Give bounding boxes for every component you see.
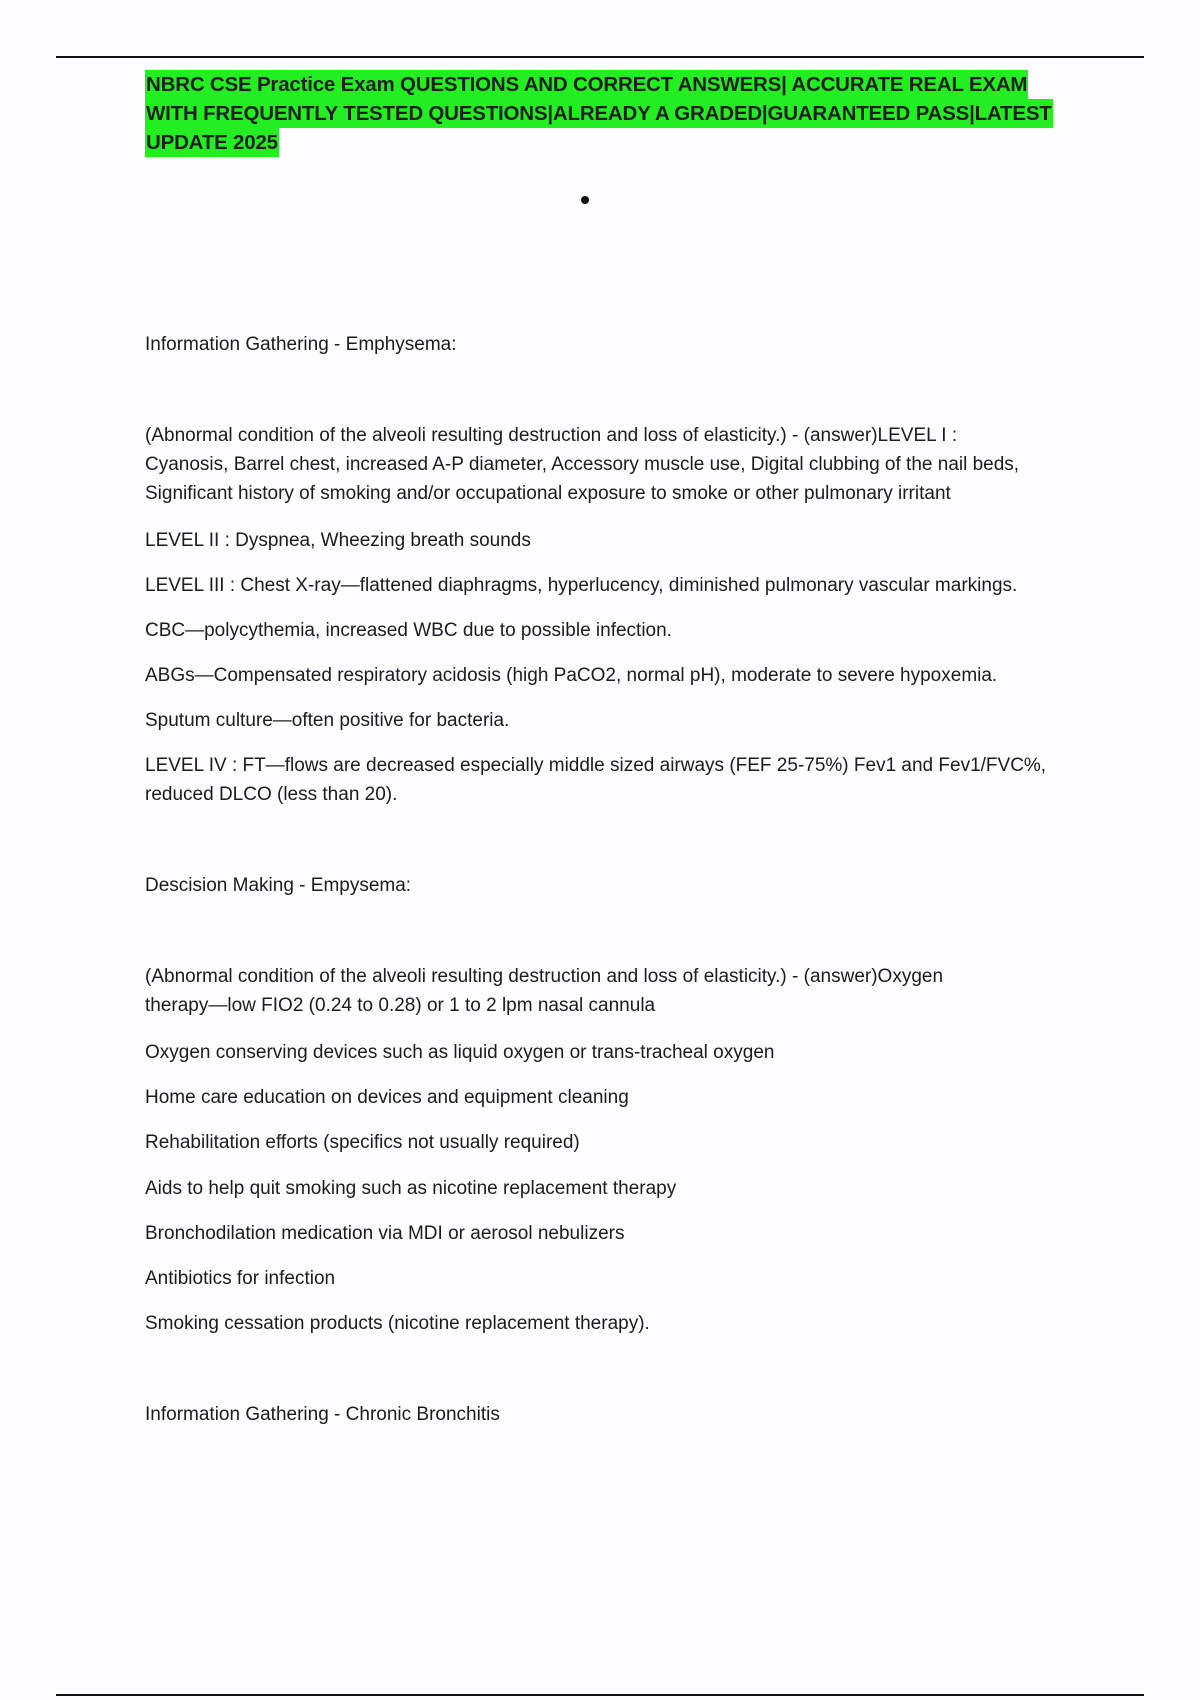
section-heading-emphysema-decision: Descision Making - Empysema: — [145, 875, 412, 896]
answer-line: (Abnormal condition of the alveoli resulting destruction and loss of elasticity.) - (answer)LEVEL I : — [145, 425, 958, 446]
answer-line: therapy—low FIO2 (0.24 to 0.28) or 1 to 2 lpm nasal cannula — [145, 995, 656, 1016]
list-item: Home care education on devices and equipment cleaning — [145, 1087, 629, 1108]
list-item: LEVEL IV : FT—flows are decreased especially middle sized airways (FEF 25-75%) Fev1 and Fev1/FVC%, — [145, 755, 1047, 776]
list-item: LEVEL II : Dyspnea, Wheezing breath sounds — [145, 530, 531, 551]
list-item: Oxygen conserving devices such as liquid oxygen or trans-tracheal oxygen — [145, 1042, 775, 1063]
list-item: LEVEL III : Chest X-ray—flattened diaphragms, hyperlucency, diminished pulmonary vascular markings. — [145, 575, 1018, 596]
bullet-dot-icon — [581, 196, 589, 204]
answer-line: (Abnormal condition of the alveoli resulting destruction and loss of elasticity.) - (answer)Oxygen — [145, 966, 944, 987]
list-item: Sputum culture—often positive for bacteria. — [145, 710, 510, 731]
document-title — [145, 70, 1105, 157]
list-item: CBC—polycythemia, increased WBC due to possible infection. — [145, 620, 672, 641]
answer-line: Cyanosis, Barrel chest, increased A-P diameter, Accessory muscle use, Digital clubbing of the nail beds, — [145, 454, 1020, 475]
list-item: Smoking cessation products (nicotine replacement therapy). — [145, 1313, 650, 1334]
section-heading-emphysema-info: Information Gathering - Emphysema: — [145, 334, 457, 355]
title-line-2: WITH FREQUENTLY TESTED QUESTIONS|ALREADY A GRADED|GUARANTEED PASS|LATEST — [145, 99, 1053, 128]
title-line-1: NBRC CSE Practice Exam QUESTIONS AND CORRECT ANSWERS| ACCURATE REAL EXAM — [145, 70, 1028, 99]
list-item: Antibiotics for infection — [145, 1268, 336, 1289]
title-line-3: UPDATE 2025 — [145, 128, 279, 157]
list-item: Aids to help quit smoking such as nicotine replacement therapy — [145, 1178, 677, 1199]
list-item: reduced DLCO (less than 20). — [145, 784, 398, 805]
list-item: Rehabilitation efforts (specifics not usually required) — [145, 1132, 580, 1153]
bottom-rule — [56, 1694, 1144, 1696]
top-rule — [56, 56, 1144, 58]
answer-line: Significant history of smoking and/or occupational exposure to smoke or other pulmonary irritant — [145, 483, 951, 504]
list-item: ABGs—Compensated respiratory acidosis (high PaCO2, normal pH), moderate to severe hypoxemia. — [145, 665, 998, 686]
section-heading-chronic-bronchitis: Information Gathering - Chronic Bronchitis — [145, 1404, 500, 1425]
list-item: Bronchodilation medication via MDI or aerosol nebulizers — [145, 1223, 625, 1244]
